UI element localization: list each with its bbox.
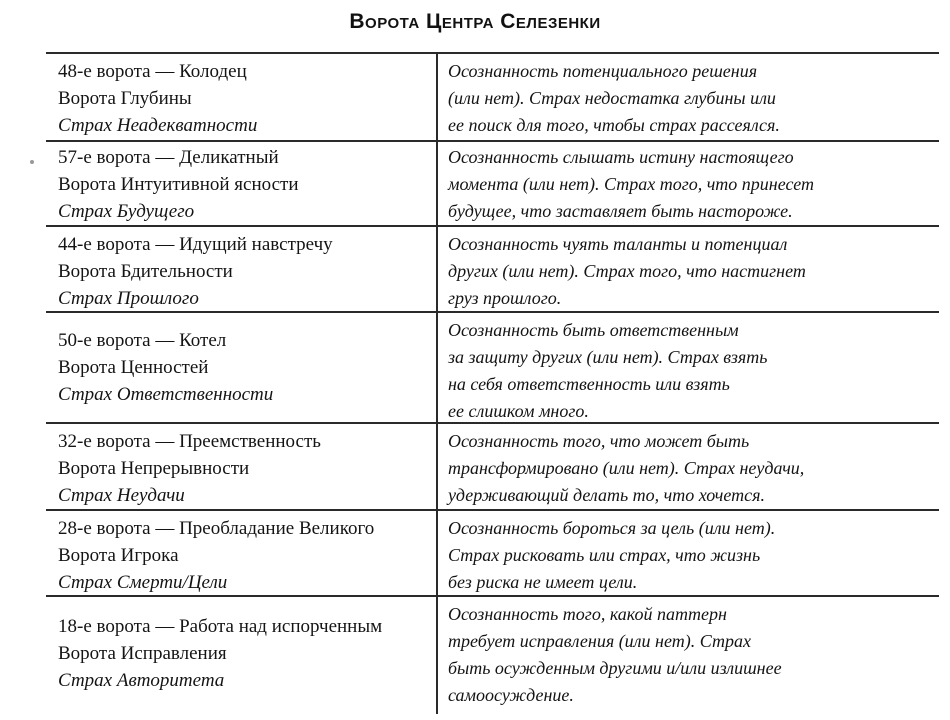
gate-number: 44-е ворота — Идущий навстречу [58, 234, 333, 255]
column-divider [436, 54, 438, 140]
table-row [46, 511, 939, 597]
gate-fear: Страх Неудачи [58, 485, 185, 506]
description-line: Осознанность того, что может быть [448, 431, 750, 451]
gate-name: Ворота Бдительности [58, 261, 233, 282]
table-row [46, 52, 939, 142]
column-divider [436, 140, 438, 225]
gates-table [46, 52, 939, 718]
description-cell [448, 428, 936, 509]
gate-number: 48-е ворота — Колодец [58, 61, 247, 82]
gate-name: Ворота Непрерывности [58, 458, 250, 479]
gate-number: 28-е ворота — Преобладание Великого [58, 518, 375, 539]
description-line: Страх рисковать или страх, что жизнь [448, 545, 761, 565]
page-title: Ворота Центра Селезенки [349, 10, 601, 33]
description-line: (или нет). Страх недостатка глубины или [448, 88, 776, 108]
description-cell [448, 231, 936, 312]
table-row [46, 313, 939, 424]
description-line: ее слишком много. [448, 401, 589, 421]
table-row [46, 227, 939, 313]
description-line: Осознанность того, какой паттерн [448, 604, 727, 624]
gate-name: Ворота Исправления [58, 643, 227, 664]
gate-name: Ворота Ценностей [58, 357, 209, 378]
description-cell [448, 317, 936, 425]
gate-number: 32-е ворота — Преемственность [58, 431, 321, 452]
gate-number: 57-е ворота — Деликатный [58, 147, 279, 168]
gate-name: Ворота Интуитивной ясности [58, 174, 299, 195]
gate-fear: Страх Неадекватности [58, 115, 258, 136]
table-row [46, 597, 939, 714]
description-line: других (или нет). Страх того, что настигнет [448, 261, 806, 281]
gate-fear: Страх Ответственности [58, 384, 274, 405]
description-line: Осознанность слышать истину настоящего [448, 147, 794, 167]
description-line: на себя ответственность или взять [448, 374, 730, 394]
description-line: самоосуждение. [448, 685, 574, 705]
description-line: Осознанность чуять таланты и потенциал [448, 234, 788, 254]
description-line: ее поиск для того, чтобы страх рассеялся. [448, 115, 780, 135]
gate-cell [58, 613, 428, 694]
table-row [46, 424, 939, 511]
description-line: момента (или нет). Страх того, что принесет [448, 174, 814, 194]
gate-cell [58, 327, 428, 408]
description-line: Осознанность бороться за цель (или нет). [448, 518, 776, 538]
description-line: будущее, что заставляет быть настороже. [448, 201, 793, 221]
description-line: удерживающий делать то, что хочется. [448, 485, 765, 505]
column-divider [436, 227, 438, 311]
gate-fear: Страх Будущего [58, 201, 195, 222]
table-row [46, 140, 939, 227]
column-divider [436, 511, 438, 595]
gate-fear: Страх Прошлого [58, 288, 199, 309]
gate-cell [58, 58, 428, 139]
column-divider [436, 424, 438, 509]
scan-speck [30, 160, 34, 164]
gate-fear: Страх Смерти/Цели [58, 572, 228, 593]
column-divider [436, 597, 438, 714]
description-cell [448, 601, 936, 709]
gate-name: Ворота Игрока [58, 545, 179, 566]
gate-cell [58, 231, 428, 312]
column-divider [436, 313, 438, 422]
gate-number: 18-е ворота — Работа над испорченным [58, 616, 383, 637]
gate-number: 50-е ворота — Котел [58, 330, 227, 351]
gate-cell [58, 515, 428, 596]
description-cell [448, 58, 936, 139]
description-cell [448, 515, 936, 596]
gate-name: Ворота Глубины [58, 88, 192, 109]
description-line: трансформировано (или нет). Страх неудачи, [448, 458, 805, 478]
description-line: груз прошлого. [448, 288, 562, 308]
description-line: Осознанность быть ответственным [448, 320, 739, 340]
gate-cell [58, 428, 428, 509]
description-cell [448, 144, 936, 225]
description-line: без риска не имеет цели. [448, 572, 638, 592]
description-line: за защиту других (или нет). Страх взять [448, 347, 768, 367]
gate-cell [58, 144, 428, 225]
description-line: требует исправления (или нет). Страх [448, 631, 751, 651]
gate-fear: Страх Авторитета [58, 670, 225, 691]
description-line: Осознанность потенциального решения [448, 61, 758, 81]
description-line: быть осужденным другими и/или излишнее [448, 658, 782, 678]
